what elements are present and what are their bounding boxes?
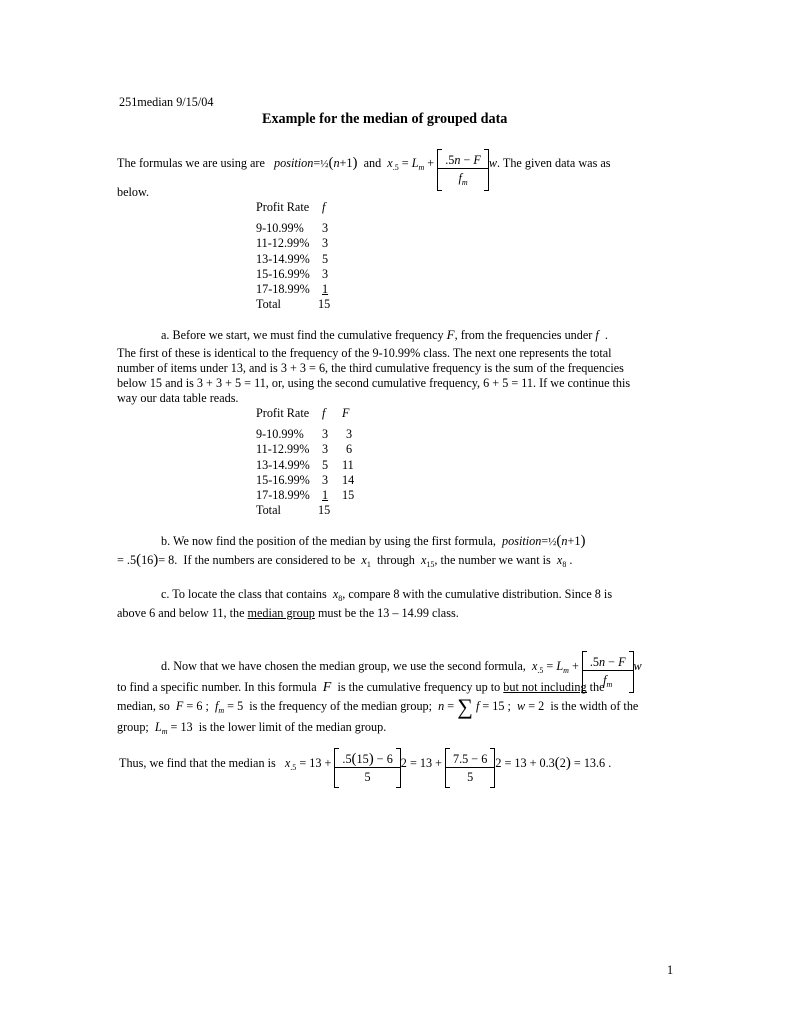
para-c-line1: c. To locate the class that contains $x_8$, compare 8 with the cumulative distribution. Since 8 is: [161, 587, 613, 603]
formula-fraction: $\frac{.5n - F}{f_m}$: [437, 153, 489, 187]
para-a-line3: number of items under 13, and is 3 + 3 = 6, the third cumulative frequency is the sum of the frequencies: [117, 361, 624, 375]
para-a-line5: way our data table reads.: [117, 391, 239, 405]
table-row: 9-10.99% 3 3: [256, 427, 353, 442]
col-header-f: f: [322, 406, 326, 420]
para-c-line2: above 6 and below 11, the median group must be the 13 – 14.99 class.: [117, 606, 459, 620]
table-row: 11-12.99% 3 6: [256, 442, 353, 457]
para-a-line4: below 15 and is 3 + 3 + 5 = 11, or, using the second cumulative frequency, 6 + 5 = 11. If we continue this: [117, 376, 631, 390]
para-d-line4: group; $L_m = 13$ is the lower limit of the median group.: [117, 720, 387, 736]
intro-given: . The given data was as: [497, 155, 611, 170]
table-row: 13-14.99% 5: [256, 251, 329, 266]
calc-fraction-2: $\frac{7.5 - 6}{5}$: [445, 752, 495, 784]
col-header-profit-rate: Profit Rate: [256, 406, 310, 420]
col-header-profit-rate: Profit Rate: [256, 200, 310, 214]
table-row: 9-10.99% 3: [256, 221, 329, 236]
median-group-term: median group: [247, 606, 315, 620]
para-d-line1: d. Now that we have chosen the median group, we use the second formula, $x_{.5} = L_m$ + $\frac{.5n - F}{f_m}$ w: [161, 650, 642, 684]
table-row: 17-18.99% 1 15: [256, 488, 355, 503]
total-row: Total 15: [256, 297, 331, 312]
frequency-table: [256, 200, 334, 312]
para-d-line2: to find a specific number. In this formula F is the cumulative frequency up to but not including the: [117, 680, 605, 695]
cumulative-table: [256, 406, 354, 518]
conclusion-line: Thus, we find that the median is $x_{.5} = 13$ + $\frac{.5(15) - 6}{5}$ 2 = 13 + $\frac{7.5 - 6}{5}$ 2 = 13 + 0.3(2) = 13.6 .: [119, 748, 611, 780]
table-row: 13-14.99% 5 11: [256, 457, 354, 472]
para-b-line2: = .5(16)= 8. If the numbers are considered to be $x_1$ through $x_{15}$, the number we want is $x_8$ .: [117, 552, 573, 569]
intro-line: The formulas we are using are position=½(n+1) and $x_{.5} = L_m$ + $\frac{.5n - F}{f_m}$ w. The given data was as: [117, 147, 611, 181]
intro-lead: The formulas we are using are: [117, 155, 265, 170]
position-word: position: [274, 155, 314, 170]
table-row: 15-16.99% 3: [256, 266, 329, 281]
page-number: 1: [667, 963, 674, 977]
page-title: Example for the median of grouped data: [262, 111, 508, 127]
table-row: 11-12.99% 3: [256, 236, 329, 251]
col-header-cum-f: F: [342, 406, 350, 420]
col-header-f: f: [322, 200, 326, 214]
intro-below: below.: [117, 185, 150, 199]
total-row: Total 15: [256, 503, 331, 518]
para-a-line2: The first of these is identical to the frequency of the 9-10.99% class. The next one represents the total: [117, 346, 612, 360]
calc-fraction-1: $\frac{.5(15) - 6}{5}$: [334, 752, 400, 784]
formula-fraction: $\frac{.5n - F}{f_m}$: [582, 655, 634, 689]
table-row: 17-18.99% 1: [256, 282, 329, 297]
table-row: 15-16.99% 3 14: [256, 472, 355, 487]
doc-id: 251median 9/15/04: [119, 95, 214, 109]
and-word: and: [363, 155, 382, 170]
para-d-line3: median, so F = 6 ; $f_m = 5$ is the frequency of the median group; n = ∑ f = 15 ; w = 2 is the width of the: [117, 694, 639, 719]
para-b-line1: b. We now find the position of the median by using the first formula, position=½(n+1): [161, 533, 586, 549]
para-a-line1: a. Before we start, we must find the cumulative frequency F, from the frequencies under f .: [161, 327, 608, 342]
